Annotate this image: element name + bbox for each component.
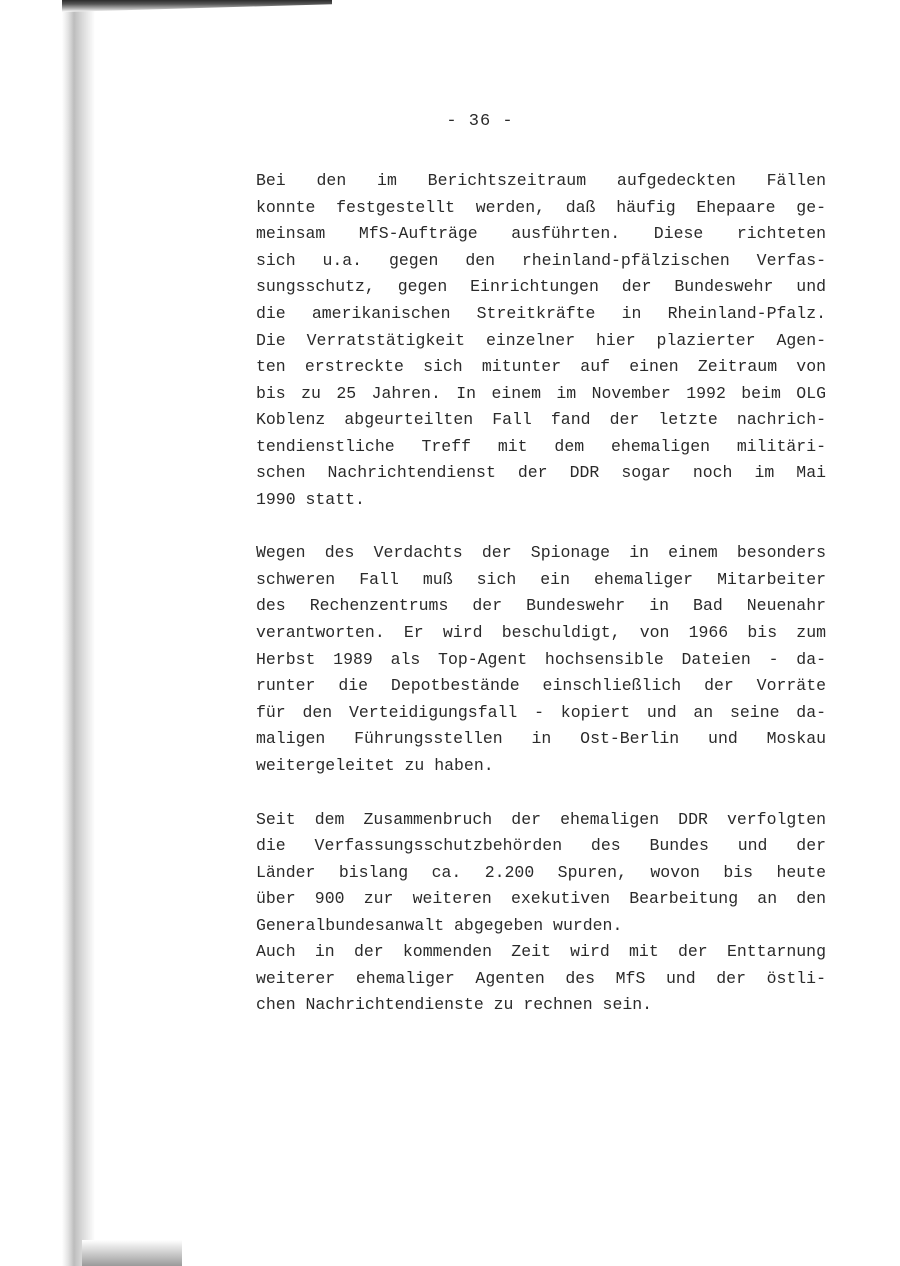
text-line: tendienstliche Treff mit dem ehemaligen militäri- <box>256 437 826 456</box>
page-number: - 36 - <box>446 112 514 131</box>
text-line: bis zu 25 Jahren. In einem im November 1992 beim OLG <box>256 384 826 403</box>
scan-top-edge <box>62 0 332 12</box>
text-line: 1990 statt. <box>256 490 365 509</box>
scan-edge-shadow <box>0 0 95 1266</box>
text-line: Auch in der kommenden Zeit wird mit der Enttarnung <box>256 942 826 961</box>
text-line: die amerikanischen Streitkräfte in Rheinland-Pfalz. <box>256 304 826 323</box>
text-line: verantworten. Er wird beschuldigt, von 1966 bis zum <box>256 623 826 642</box>
text-line: Generalbundesanwalt abgegeben wurden. <box>256 916 623 935</box>
text-line: sich u.a. gegen den rheinland-pfälzischen Verfas- <box>256 251 826 270</box>
text-line: weitergeleitet zu haben. <box>256 756 494 775</box>
text-line: Länder bislang ca. 2.200 Spuren, wovon bis heute <box>256 863 826 882</box>
text-line: sungsschutz, gegen Einrichtungen der Bundeswehr und <box>256 277 826 296</box>
text-line: maligen Führungsstellen in Ost-Berlin und Moskau <box>256 729 826 748</box>
text-line: für den Verteidigungsfall - kopiert und an seine da- <box>256 703 826 722</box>
text-line: über 900 zur weiteren exekutiven Bearbeitung an den <box>256 889 826 908</box>
text-line: Herbst 1989 als Top-Agent hochsensible Dateien - da- <box>256 650 826 669</box>
text-line: schen Nachrichtendienst der DDR sogar noch im Mai <box>256 463 826 482</box>
text-line: konnte festgestellt werden, daß häufig Ehepaare ge- <box>256 198 826 217</box>
text-line: ten erstreckte sich mitunter auf einen Zeitraum von <box>256 357 826 376</box>
text-line: Koblenz abgeurteilten Fall fand der letzte nachrich- <box>256 410 826 429</box>
text-line: Bei den im Berichtszeitraum aufgedeckten Fällen <box>256 171 826 190</box>
text-line: Die Verratstätigkeit einzelner hier plazierter Agen- <box>256 331 826 350</box>
scan-bottom-edge <box>82 1240 182 1266</box>
text-line: chen Nachrichtendienste zu rechnen sein. <box>256 995 653 1014</box>
text-line: meinsam MfS-Aufträge ausführten. Diese richteten <box>256 224 826 243</box>
text-line: des Rechenzentrums der Bundeswehr in Bad Neuenahr <box>256 596 826 615</box>
text-line: die Verfassungsschutzbehörden des Bundes und der <box>256 836 826 855</box>
text-line: schweren Fall muß sich ein ehemaliger Mitarbeiter <box>256 570 826 589</box>
text-line: Wegen des Verdachts der Spionage in einem besonders <box>256 543 826 562</box>
text-line: runter die Depotbestände einschließlich der Vorräte <box>256 676 826 695</box>
text-line: Seit dem Zusammenbruch der ehemaligen DDR verfolgten <box>256 810 826 829</box>
text-line: weiterer ehemaliger Agenten des MfS und der östli- <box>256 969 826 988</box>
